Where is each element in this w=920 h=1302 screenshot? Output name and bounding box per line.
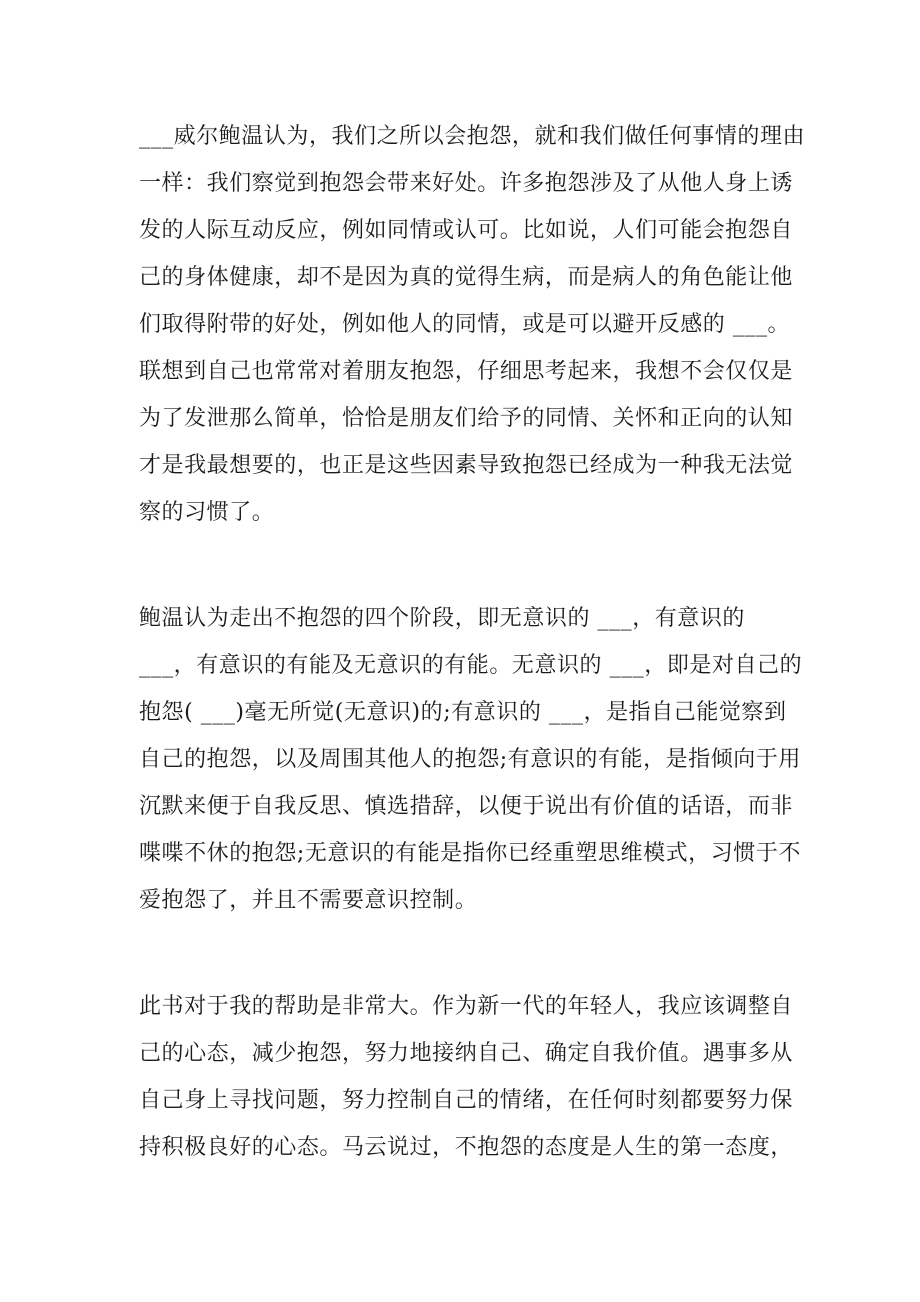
text-line: 鲍温认为走出不抱怨的四个阶段，即无意识的 ___，有意识的 (139, 606, 745, 631)
text-line: 自己身上寻找问题，努力控制自己的情绪，在任何时刻都要努力保 (139, 1088, 793, 1113)
text-line: 联想到自己也常常对着朋友抱怨，仔细思考起来，我想不会仅仅是 (139, 359, 793, 384)
text-line: 才是我最想要的，也正是这些因素导致抱怨已经成为一种我无法觉 (139, 453, 793, 478)
text-line: 沉默来便于自我反思、慎选措辞，以便于说出有价值的话语，而非 (139, 794, 793, 819)
text-line: 喋喋不休的抱怨;无意识的有能是指你已经重塑思维模式，习惯于不 (139, 841, 801, 866)
text-line: 一样：我们察觉到抱怨会带来好处。许多抱怨涉及了从他人身上诱 (139, 171, 793, 196)
paragraph-2 (139, 595, 802, 924)
paragraph-3 (139, 983, 793, 1171)
text-line: 己的身体健康，却不是因为真的觉得生病，而是病人的角色能让他 (139, 265, 793, 290)
text-line: 爱抱怨了，并且不需要意识控制。 (139, 888, 478, 913)
text-line: 为了发泄那么简单，恰恰是朋友们给予的同情、关怀和正向的认知 (139, 406, 793, 431)
text-line: ___，有意识的有能及无意识的有能。无意识的 ___，即是对自己的 (139, 653, 803, 678)
text-line: 发的人际互动反应，例如同情或认可。比如说，人们可能会抱怨自 (139, 218, 793, 243)
text-line: 们取得附带的好处，例如他人的同情，或是可以避开反感的 ___。 (139, 312, 791, 337)
text-line: ___威尔鲍温认为，我们之所以会抱怨，就和我们做任何事情的理由 (139, 124, 806, 149)
text-line: 察的习惯了。 (139, 500, 275, 525)
text-line: 此书对于我的帮助是非常大。作为新一代的年轻人，我应该调整自 (139, 994, 793, 1019)
paragraph-1 (139, 113, 805, 536)
text-line: 抱怨( ___)毫无所觉(无意识)的;有意识的 ___，是指自己能觉察到 (139, 700, 787, 725)
text-line: 持积极良好的心态。马云说过，不抱怨的态度是人生的第一态度， (139, 1135, 793, 1160)
text-line: 己的心态，减少抱怨，努力地接纳自己、确定自我价值。遇事多从 (139, 1041, 793, 1066)
text-line: 自己的抱怨，以及周围其他人的抱怨;有意识的有能，是指倾向于用 (139, 747, 801, 772)
